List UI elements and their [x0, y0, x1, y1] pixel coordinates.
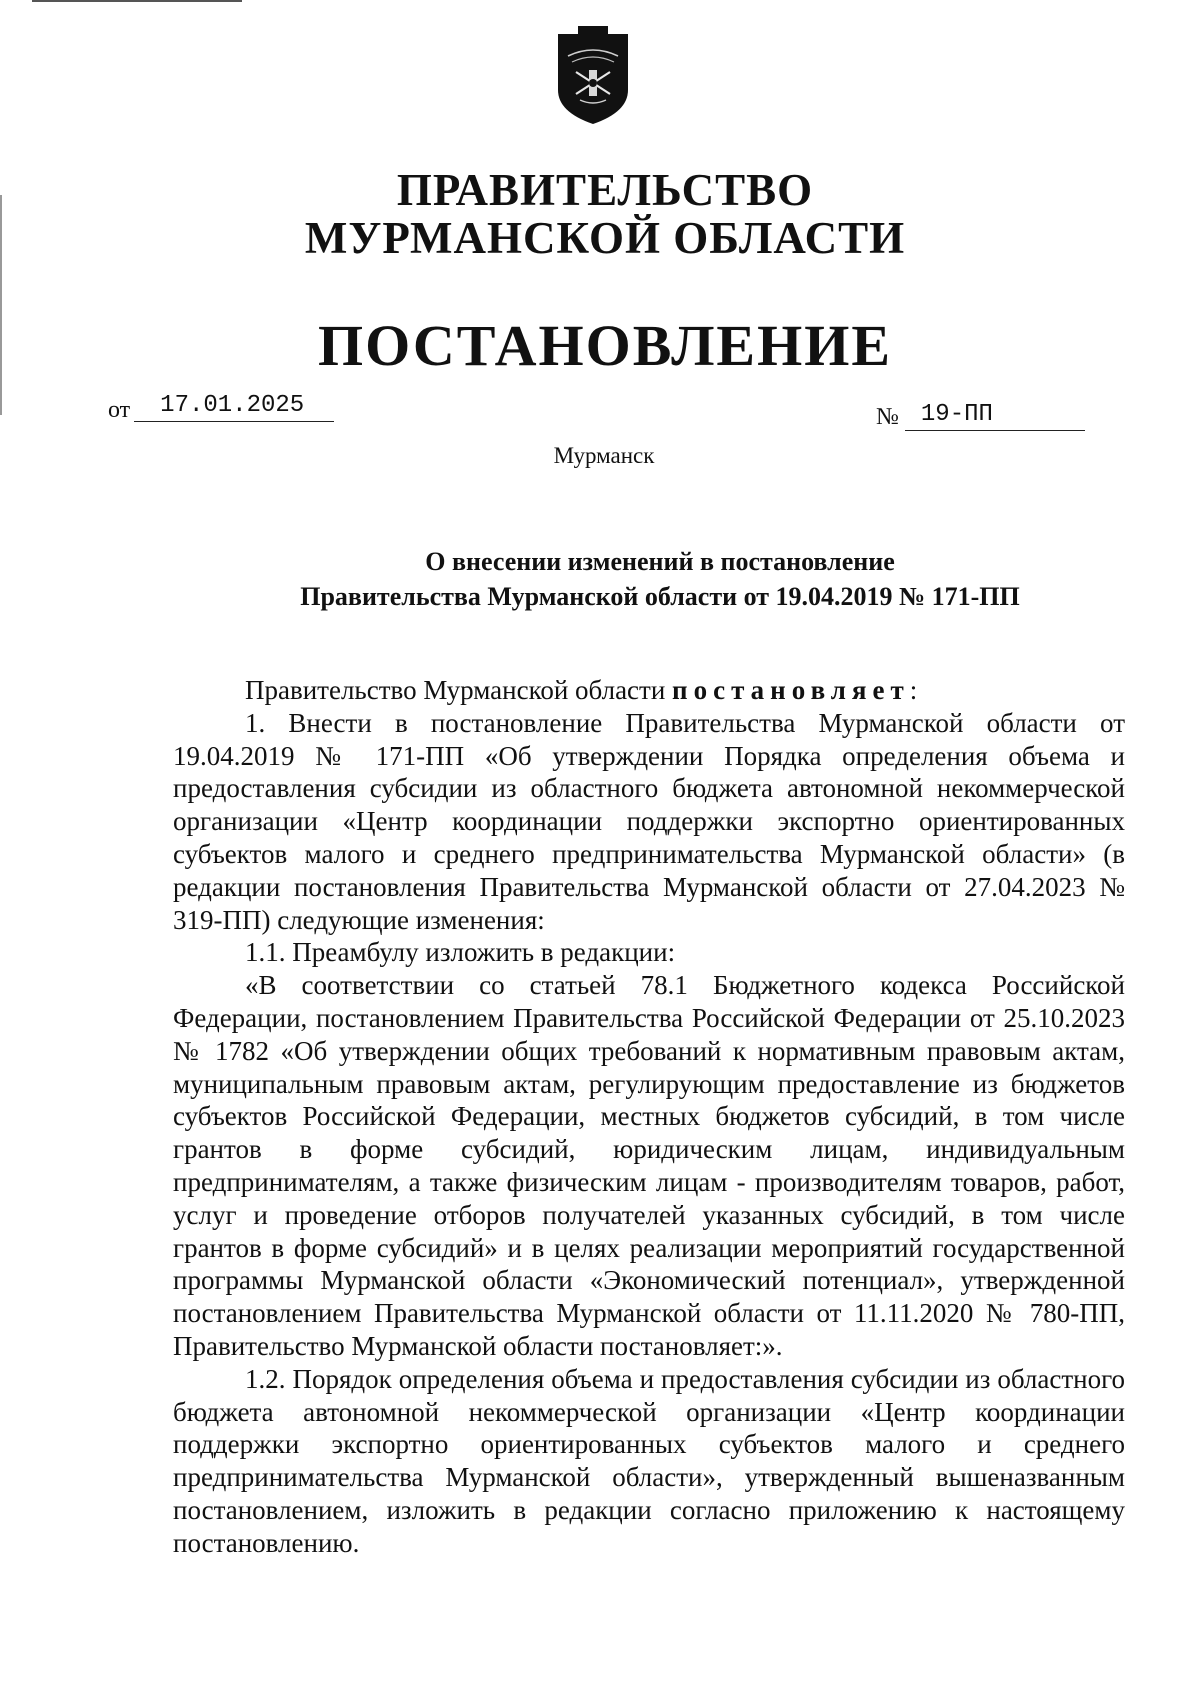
document-number	[876, 400, 1085, 431]
city-name: Мурманск	[553, 443, 655, 468]
body-intro	[173, 674, 1125, 707]
document-type-title: ПОСТАНОВЛЕНИЕ	[317, 313, 893, 378]
intro-text: Правительство Мурманской области	[245, 675, 673, 705]
number-prefix: №	[876, 404, 899, 430]
subject-title-line1: О внесении изменений в постановление	[425, 547, 895, 576]
intro-verb: постановляет	[672, 675, 910, 705]
government-name-line2: МУРМАНСКОЙ ОБЛАСТИ	[304, 213, 906, 263]
paragraph-1-2: 1.2. Порядок определения объема и предоставления субсидии из областного бюджета автономной некоммерческой организации «Центр координации поддержки экспортно ориентированных субъектов малого и среднего предпринимательства Мурманской области», утвержденный вышеназванным постановлением, изложить в редакции согласно приложению к настоящему постановлению.	[173, 1363, 1125, 1558]
government-name-line1: ПРАВИТЕЛЬСТВО	[396, 165, 814, 215]
scan-artifact-line	[32, 0, 242, 2]
murmansk-oblast-coat-of-arms-icon	[554, 26, 632, 128]
date-value: 17.01.2025	[134, 391, 334, 422]
document-body	[173, 674, 1125, 1560]
paragraph-1-1-quote: «В соответствии со статьей 78.1 Бюджетного кодекса Российской Федерации, постановлением Правительства Российской Федерации от 25.10.2023 № 1782 «Об утверждении общих требований к нормативным правовым актам, муниципальным правовым актам, регулирующим предоставление из бюджетов субъектов Российской Федерации, местных бюджетов субсидий, в том числе грантов в форме субсидий, юридическим лицам, индивидуальным предпринимателям, а также физическим лицам - производителям товаров, работ, услуг и проведение отборов получателей указанных субсидий, в том числе грантов в форме субсидий» и в целях реализации мероприятий государственной программы Мурманской области «Экономический потенциал», утвержденной постановлением Правительства Мурманской области от 11.11.2020 № 780-ПП, Правительство Мурманской области постановляет:».	[173, 970, 1125, 1361]
intro-colon: :	[909, 675, 918, 705]
subject-title-line2: Правительства Мурманской области от 19.04.2019 № 171-ПП	[300, 582, 1020, 611]
paragraph-1: 1. Внести в постановление Правительства Мурманской области от 19.04.2019 № 171-ПП «Об утверждении Порядка определения объема и предоставления субсидии из областного бюджета автономной некоммерческой организации «Центр координации поддержки экспортно ориентированных субъектов малого и среднего предпринимательства Мурманской области» (в редакции постановления Правительства Мурманской области от 27.04.2023 № 319-ПП) следующие изменения:	[173, 707, 1125, 935]
date-prefix: от	[108, 397, 131, 423]
document-date	[108, 393, 334, 424]
paragraph-1-1: 1.1. Преамбулу изложить в редакции:	[245, 937, 676, 968]
number-value: 19-ПП	[905, 400, 1085, 431]
document-subject-title	[250, 544, 1070, 614]
